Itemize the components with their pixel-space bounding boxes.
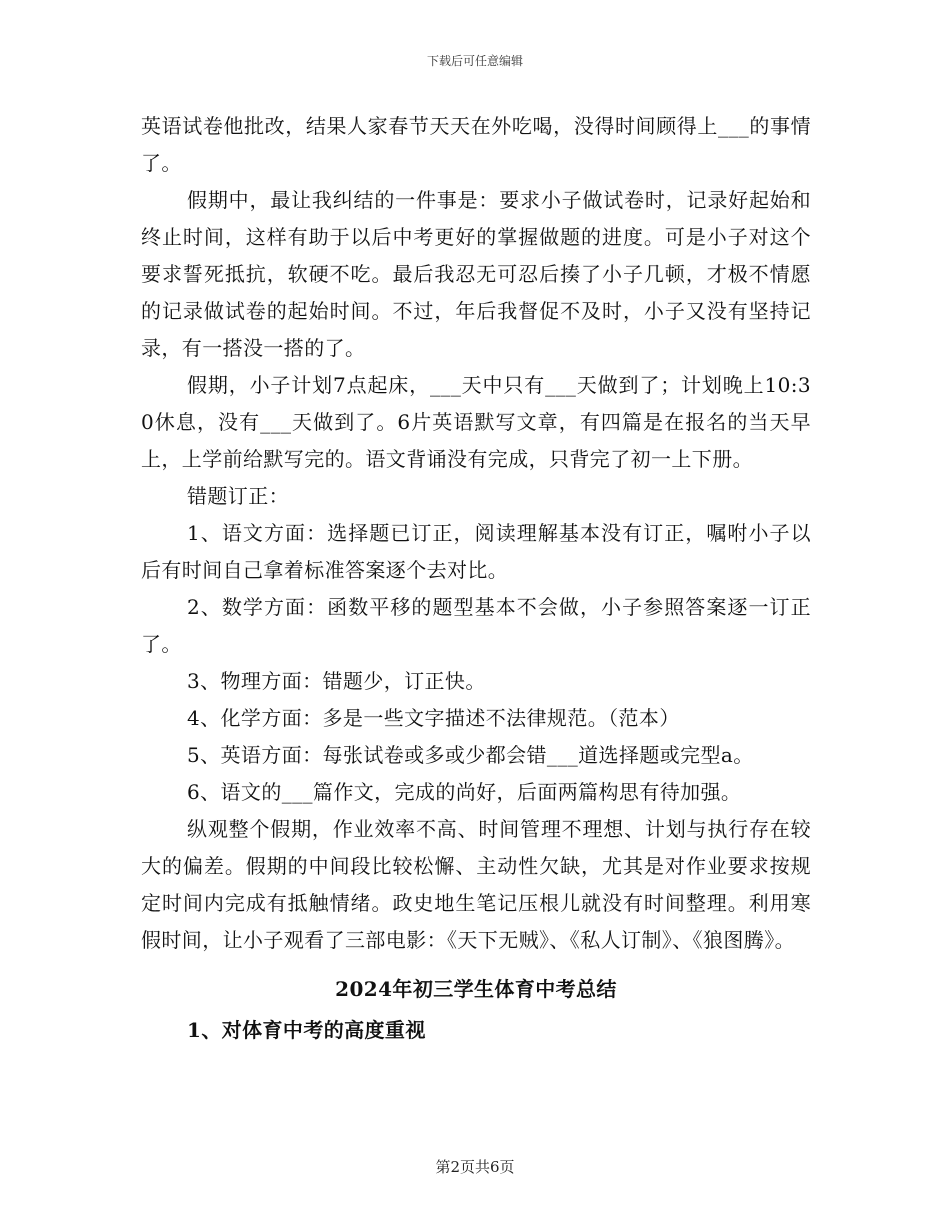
paragraph: 纵观整个假期，作业效率不高、时间管理不理想、计划与执行存在较大的偏差。假期的中间段比较松懈、主动性欠缺，尤其是对作业要求按规定时间内完成有抵触情绪。政史地生笔记压根儿就没有时间整理。利用寒假时间，让小子观看了三部电影：《天下无贼》、《私人订制》、《狼图腾》。 (141, 817, 811, 952)
page-header: 下载后可任意编辑 (426, 54, 523, 68)
document-body (141, 108, 811, 1049)
list-item: 4、化学方面：多是一些文字描述不法律规范。（范本） (187, 706, 680, 730)
list-item: 6、语文的___篇作文，完成的尚好，后面两篇构思有待加强。 (187, 780, 742, 804)
paragraph: 假期，小子计划7点起床，___天中只有___天做到了；计划晚上10:30休息，没有___天做到了。6片英语默写文章，有四篇是在报名的当天早上，上学前给默写完的。语文背诵没有完成，只背完了初一上下册。 (141, 373, 811, 471)
list-item: 5、英语方面：每张试卷或多或少都会错___道选择题或完型a。 (187, 743, 754, 767)
paragraph: 错题订正： (187, 484, 289, 508)
list-item: 2、数学方面：函数平移的题型基本不会做，小子参照答案逐一订正了。 (141, 595, 811, 656)
list-item: 3、物理方面：错题少，订正快。 (187, 669, 486, 693)
paragraph: 假期中，最让我纠结的一件事是：要求小子做试卷时，记录好起始和终止时间，这样有助于以后中考更好的掌握做题的进度。可是小子对这个要求誓死抵抗，软硬不吃。最后我忍无可忍后揍了小子几顿，才极不情愿的记录做试卷的起始时间。不过，年后我督促不及时，小子又没有坚持记录，有一搭没一搭的了。 (141, 188, 811, 360)
page-footer: 第2页共6页 (435, 1158, 515, 1176)
paragraph: 英语试卷他批改，结果人家春节天天在外吃喝，没得时间顾得上___的事情了。 (141, 114, 811, 175)
subheading: 1、对体育中考的高度重视 (187, 1018, 426, 1042)
list-item: 1、语文方面：选择题已订正，阅读理解基本没有订正，嘱咐小子以后有时间自己拿着标准答案逐个去对比。 (141, 521, 811, 582)
section-title: 2024年初三学生体育中考总结 (335, 977, 617, 1001)
